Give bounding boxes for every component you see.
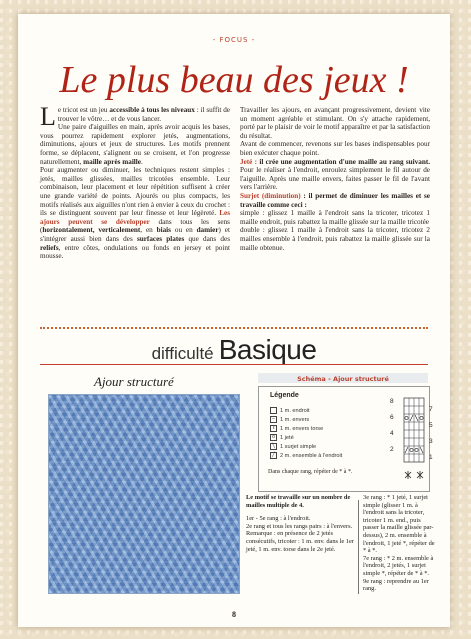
purl-tbl-symbol-icon: ℓ — [270, 425, 277, 432]
instructions-left — [246, 494, 354, 553]
instructions-right — [363, 494, 435, 593]
legend-item: ╲ 1 surjet simple — [271, 443, 317, 450]
page-number: 8 — [232, 610, 236, 619]
instructions-row9: 9e rang : reprendre au 1er rang. — [363, 577, 429, 593]
difficulty-level: Basique — [218, 334, 317, 365]
legend-item: 1 m. endroit — [270, 407, 310, 414]
instructions-divider — [358, 500, 359, 594]
knit-symbol-icon — [270, 407, 277, 414]
knitting-swatch-photo — [48, 394, 240, 594]
page-title: Le plus beau des jeux ! — [59, 59, 409, 101]
instructions-row3: 3e rang : * 1 jeté, 1 surjet simple (glisser 1 m. à l'endroit sans la tricoter, tricoter 1 m. end., puis passer la maille glissée par-dessus), 2 m. ensemble à l'endroit, 1 jeté *, répéter de * à *. — [363, 494, 435, 555]
paragraph-intro: Le tricot est un jeu accessible à tous les niveaux : il suffit de trouver le vôtre… et de vous lancer. — [40, 102, 231, 131]
paragraph-surjet: Surjet (diminution) : il permet de diminuer les mailles et se travaille comme ceci : — [240, 191, 430, 209]
drop-cap: L — [40, 102, 56, 131]
article-left-column — [40, 102, 231, 261]
legend-item: – 1 m. envers — [270, 416, 309, 423]
instructions-remarque: Remarque : en présence de 2 jetés consécutifs, tricoter : 1 m. env. dans le 1er jeté, 1 m. env. torse dans le 2e jeté. — [246, 530, 355, 553]
article-right-column — [240, 106, 430, 252]
purl-symbol-icon: – — [270, 416, 277, 423]
repeat-note: Dans chaque rang, répéter de * à *. — [268, 469, 353, 475]
legend-item: ╱ 2 m. ensemble à l'endroit — [271, 452, 343, 459]
paragraph-right-2: Avant de commencer, revenons sur les bases indispensables pour bien exécuter chaque point. — [240, 140, 430, 157]
paragraph-double: double : glissez 1 maille à l'endroit sans la tricoter, tricotez 2 mailles ensemble à l'endroit, puis rabattez la maille glissée sur la maille obtenue. — [240, 226, 430, 252]
pattern-title: Ajour structuré — [94, 374, 174, 389]
section-label: - FOCUS - — [212, 36, 256, 44]
chart-row-numbers-left: 8 6 4 2 — [390, 398, 394, 453]
instructions-intro: Le motif se travaille sur un nombre de mailles multiple de 4. — [246, 494, 351, 509]
legend-item: o 1 jeté — [270, 434, 294, 441]
instructions-row2: 2e rang et tous les rangs pairs : à l'envers. — [246, 522, 353, 530]
difficulty-heading — [18, 334, 450, 366]
schema-chart — [402, 396, 426, 486]
magazine-page — [18, 14, 450, 627]
paragraph-right-1: Travailler les ajours, en avançant progressivement, devient vite un moment agréable et stimulant. On s'y attache rapidement, porté par le plaisir de voir le motif apparaître et par la satisfaction du résultat. — [240, 106, 430, 140]
legend-item: ℓ 1 m. envers torse — [270, 425, 323, 432]
chart-grid-svg — [402, 396, 426, 482]
red-rule — [40, 364, 428, 365]
ssk-symbol-icon: ╲ — [271, 443, 275, 449]
paragraph-3: Pour augmenter ou diminuer, les techniques restent simples : jetés, mailles glissées, mailles tricotées ensemble. Leur combinaison, leur placement et leur répétition suffisent à créer une grande variété de points. Ajourés ou plus compacts, les motifs réalisés aux aiguilles n'ont rien à envier à ceux du crochet : ils se distinguent souvent par leur finesse et leur légèreté. Les ajours peuvent se développer dans tous les sens (horizontalement, verticalement, en biais ou en damier) et s'intégrer aussi bien dans des surfaces plates que dans des reliefs, entre côtes, ondulations ou fonds en jersey et point mousse. — [40, 166, 230, 261]
paragraph-jete: Jeté : il crée une augmentation d'une maille au rang suivant. Pour le réaliser à l'endroit, enroulez simplement le fil autour de l'aiguille. Après une maille envers, faites passer le fil de l'avant vers l'arrière. — [240, 157, 431, 192]
paragraph-2: Une paire d'aiguilles en main, après avoir acquis les bases, vous pourrez rapidement explorer jetés, augmentations, diminutions, ajours et jeux de structures. Les motifs prennent forme, se déplacent, s'alignent ou se croisent, et l'on progresse naturellement, maille après maille. — [40, 123, 230, 166]
schema-title: Schéma - Ajour structuré — [297, 375, 389, 383]
paragraph-simple: simple : glissez 1 maille à l'endroit sans la tricoter, tricotez 1 maille endroit, puis rabattez la maille glissée sur la maille tricotée — [240, 209, 430, 226]
yarn-over-symbol-icon: o — [270, 434, 277, 441]
instructions-row7: 7e rang : * 2 m. ensemble à l'endroit, 2 jetés, 1 surjet simple *, répéter de * à *. — [363, 554, 434, 577]
dotted-divider — [40, 327, 428, 329]
chart-row-numbers-right: 7 5 3 1 — [429, 406, 433, 461]
k2tog-symbol-icon: ╱ — [271, 452, 275, 458]
legend-title: Légende — [270, 392, 299, 399]
difficulty-label: difficulté — [151, 344, 214, 363]
instructions-row1: 1er - 5e rang : à l'endroit. — [246, 515, 311, 523]
